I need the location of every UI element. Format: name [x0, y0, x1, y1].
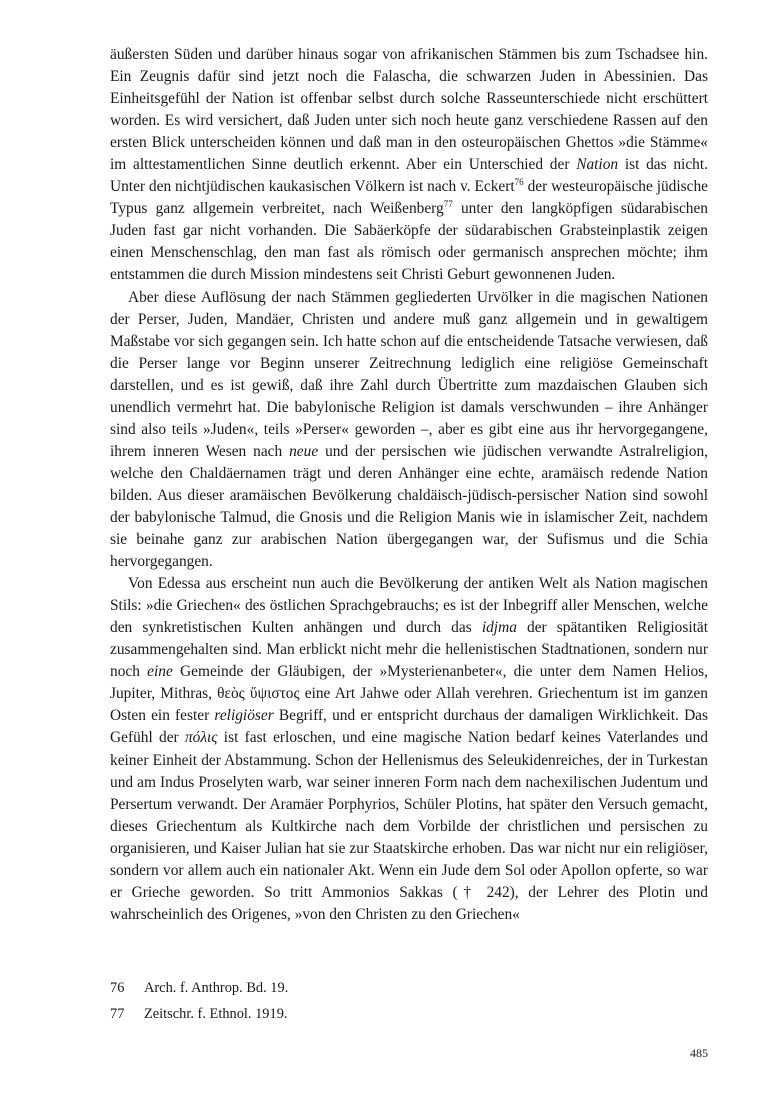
footnote-ref: 76 [514, 177, 524, 188]
text-run: unter den langköpfigen südarabischen Juden fast gar nicht vorhanden. Die Sabäerköpfe der südarabischen Grabsteinplastik zeigen einen Menschenschlag, den man fast als römisch oder germanisch ansprechen möchte; ihm entstammen die durch Mission mindestens seit Christi Geburt gewonnenen Juden. [110, 200, 708, 284]
body-text [110, 44, 708, 926]
text-run: Gemeinde der Gläubigen, der »Mysterienanbeter«, die unter dem Namen Helios, Jupiter, Mithras, θεὸς ὕψιστος eine Art Jahwe oder Allah verehren. Griechentum ist im ganzen Osten ein fester [110, 663, 708, 725]
text-run: äußersten Süden und darüber hinaus sogar von afrikanischen Stämmen bis zum Tschadsee hin. Ein Zeugnis dafür sind jetzt noch die Falascha, die schwarzen Juden in Abessinien. Das Einheitsgefühl der Nation ist offenbar selbst durch solche Rasseunterschiede nicht erschüttert worden. Es wird versichert, daß Juden unter sich noch heute ganz verschiedene Rassen auf den ersten Blick unterscheiden können und daß man in den osteuropäischen Ghettos »die Stämme« im alttestamentlichen Sinne deutlich erkennt. Aber ein Unterschied der [110, 46, 708, 174]
text-run: der spätantiken Religiosität zusammengehalten sind. Man erblickt nicht mehr die hellenistischen Stadtnationen, sondern nur noch [110, 619, 708, 681]
footnote-text: Arch. f. Anthrop. Bd. 19. [144, 980, 289, 996]
page-content [110, 44, 708, 926]
paragraph [110, 287, 708, 574]
text-run: und der persischen wie jüdischen verwandte Astralreligion, welche den Chaldäernamen trägt und deren Anhänger eine echte, aramäisch redende Nation bilden. Aus dieser aramäischen Bevölkerung chaldäisch-jüdisch-persischer Nation sind sowohl der babylonische Talmud, die Gnosis und die Religion Manis wie in islamischer Zeit, nachdem sie beinahe ganz zur arabischen Nation übergegangen war, der Sufismus und die Schia hervorgegangen. [110, 442, 708, 571]
footnote-number: 76 [110, 980, 125, 996]
emphasis: eine [147, 663, 173, 681]
paragraph [110, 573, 708, 926]
footnote [110, 975, 708, 1001]
text-run: ist das nicht. Unter den nichtjüdischen kaukasischen Völkern ist nach v. Eckert [110, 156, 708, 196]
text-run: ist fast erloschen, und eine magische Nation bedarf keines Vaterlandes und keiner Einheit der Abstammung. Schon der Hellenismus des Seleukidenreiches, der in Turkestan und am Indus Proselyten warb, war seiner inneren Form nach dem nachexilischen Judentum und Persertum verwandt. Der Aramäer Porphyrios, Schüler Plotins, hat später den Versuch gemacht, dieses Griechentum als Kultkirche nach dem Vorbilde der christlichen und persischen zu organisieren, und Kaiser Julian hat sie zur Staatskirche erhoben. Das war nicht nur ein religiöser, sondern vor allem auch ein nationaler Akt. Wenn ein Jude dem Sol oder Apollon opferte, so war er Grieche geworden. So tritt Ammonios Sakkas († 242), der Lehrer des Plotin und wahrscheinlich des Origenes, »von den Christen zu den Griechen« [110, 729, 708, 923]
text-run: der westeuropäische jüdische Typus ganz allgemein verbreitet, nach Weißenberg [110, 178, 708, 218]
footnote-text: Zeitschr. f. Ethnol. 1919. [144, 1006, 288, 1022]
footnote [110, 1001, 708, 1027]
emphasis: religiöser [214, 707, 274, 725]
text-run: Aber diese Auflösung der nach Stämmen gegliederten Urvölker in die magischen Nationen der Perser, Juden, Mandäer, Christen und andere muß ganz allgemein und in gewaltigem Maßstabe vor sich gegangen sein. Ich hatte schon auf die entscheidende Tatsache verwiesen, daß die Perser lange vor Beginn unserer Zeitrechnung lediglich eine religiöse Gemeinschaft darstellen, und es ist gewiß, daß ihre Zahl durch Übertritte zum mazdaischen Glauben sich unendlich vermehrt hat. Die babylonische Religion ist damals verschwunden – ihre Anhänger sind also teils »Juden«, teils »Perser« geworden –, aber es gibt eine aus ihr hervorgegangene, ihrem inneren Wesen nach [110, 288, 708, 460]
page-number: 485 [690, 1046, 708, 1060]
footnote-ref: 77 [443, 199, 453, 210]
text-run: Von Edessa aus erscheint nun auch die Bevölkerung der antiken Welt als Nation magischen Stils: »die Griechen« des östlichen Sprachgebrauchs; es ist der Inbegriff aller Menschen, welche den synkretistischen Kulten anhängen und durch das [110, 575, 708, 637]
footnote-number: 77 [110, 1006, 125, 1022]
emphasis: πόλις [184, 729, 218, 747]
emphasis: neue [289, 442, 319, 460]
paragraph [110, 44, 708, 287]
emphasis: Nation [576, 156, 619, 174]
footnotes [110, 975, 708, 1027]
text-run: Begriff, und er entspricht durchaus der damaligen Wirklichkeit. Das Gefühl der [110, 707, 708, 747]
emphasis: idjma [481, 619, 517, 637]
